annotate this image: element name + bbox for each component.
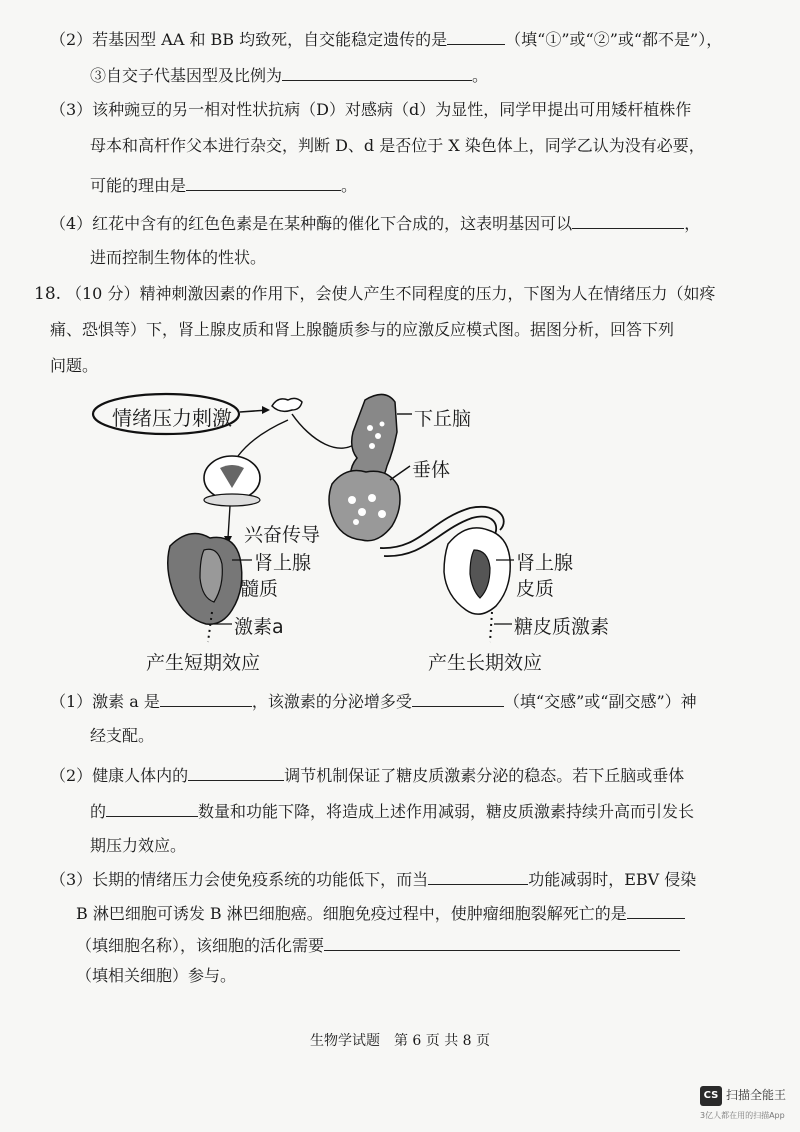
q17-part2-line1 (50, 28, 722, 50)
period: 。 (472, 66, 489, 85)
stimulus-label: 情绪压力刺激 (112, 406, 232, 430)
q18-sub2-text2: 调节机制保证了糖皮质激素分泌的稳态。若下丘脑或垂体 (284, 766, 685, 785)
scanner-app-name: 扫描全能王 (726, 1088, 787, 1102)
q18-sub3-line3 (76, 934, 680, 956)
pituitary-label: 垂体 (412, 459, 451, 481)
q17-part3-line3 (90, 174, 357, 196)
answer-blank (186, 174, 341, 191)
q18-sub2-text4: 数量和功能下降，将造成上述作用减弱，糖皮质激素持续升高而引发长 (198, 802, 695, 821)
answer-blank (428, 868, 528, 885)
q18-sub1-hint: （填“交感”或“副交感”）神 (503, 692, 697, 711)
q17-part4-line1 (50, 212, 700, 234)
q17-part2-subquestion: ③自交子代基因型及比例为 (90, 66, 283, 85)
q17-part4-text: （4）红花中含有的红色色素是在某种酶的催化下合成的，这表明基因可以 (50, 214, 573, 233)
answer-blank (324, 934, 680, 951)
q17-part4-line2: 进而控制生物体的性状。 (90, 248, 267, 267)
answer-blank (627, 902, 685, 919)
comma: ， (684, 214, 701, 233)
scanner-slogan: 3亿人都在用的扫描App (700, 1111, 785, 1120)
q17-part2-hint: （填“①”或“②”或“都不是”）， (505, 30, 723, 49)
q18-sub1-text: （1）激素 a 是 (50, 692, 160, 711)
q18-sub3-line1 (50, 868, 696, 890)
answer-blank (188, 764, 284, 781)
answer-blank (282, 64, 472, 81)
q18-sub2-text3: 的 (90, 802, 107, 821)
q17-part3-line2: 母本和高杆作父本进行杂交，判断 D、d 是否位于 X 染色体上，同学乙认为没有必要， (90, 136, 705, 155)
q17-part3-line1: （3）该种豌豆的另一相对性状抗病（D）对感病（d）为显性，同学甲提出可用矮杆植株作 (50, 100, 692, 119)
receptor-shape (272, 398, 302, 411)
q18-sub2-text: （2）健康人体内的 (50, 766, 189, 785)
short-effect-label: 产生短期效应 (146, 652, 261, 674)
answer-blank (106, 800, 198, 817)
glucocorticoid-label: 糖皮质激素 (514, 616, 610, 638)
conduction-label: 兴奋传导 (244, 524, 321, 546)
q18-sub3-line4: （填相关细胞）参与。 (76, 966, 237, 985)
q17-part2-line2 (90, 64, 488, 86)
q18-sub3-line2 (76, 902, 685, 924)
answer-blank (412, 690, 504, 707)
q18-intro-line2: 痛、恐惧等）下，肾上腺皮质和肾上腺髓质参与的应激反应模式图。据图分析，回答下列 (50, 320, 675, 339)
q18-sub2-line3: 期压力效应。 (90, 836, 187, 855)
answer-blank (572, 212, 684, 229)
adrenal-cortex-label-1: 肾上腺 (516, 552, 574, 574)
q18-sub2-line2 (90, 800, 694, 822)
q18-intro-line1: （10 分）精神刺激因素的作用下，会使人产生不同程度的压力，下图为人在情绪压力（如疼 (66, 284, 716, 303)
long-effect-label: 产生长期效应 (428, 652, 543, 674)
q18-sub3-text3: B 淋巴细胞可诱发 B 淋巴细胞癌。细胞免疫过程中，使肿瘤细胞裂解死亡的是 (76, 904, 627, 923)
page-footer: 生物学试题 第 6 页 共 8 页 (309, 1033, 491, 1049)
q18-sub3-text: （3）长期的情绪压力会使免疫系统的功能低下，而当 (50, 870, 429, 889)
adrenal-cortex-label-2: 皮质 (516, 578, 555, 600)
question-number: 18. (34, 284, 62, 304)
period: 。 (341, 176, 358, 195)
q18-sub1-line1 (50, 690, 697, 712)
scanner-logo-icon: CS (700, 1086, 722, 1106)
adrenal-medulla-label-1: 肾上腺 (254, 552, 312, 574)
q17-part2-text: （2）若基因型 AA 和 BB 均致死，自交能稳定遗传的是 (50, 30, 448, 49)
q18-sub1-line2: 经支配。 (90, 726, 155, 745)
hormone-a-label: 激素a (234, 616, 284, 638)
q18-sub1-text2: ，该激素的分泌增多受 (251, 692, 412, 711)
hypothalamus-label: 下丘脑 (414, 408, 472, 430)
q18-sub2-line1 (50, 764, 684, 786)
q18-sub3-text2: 功能减弱时，EBV 侵染 (528, 870, 697, 889)
answer-blank (160, 690, 252, 707)
q17-part3-prompt: 可能的理由是 (90, 176, 187, 195)
pituitary-shape (329, 471, 400, 541)
q18-sub3-text4: （填细胞名称），该细胞的活化需要 (76, 936, 325, 955)
answer-blank (447, 28, 505, 45)
adrenal-medulla-label-2: 髓质 (240, 578, 279, 600)
q18-intro-line3: 问题。 (50, 356, 99, 375)
